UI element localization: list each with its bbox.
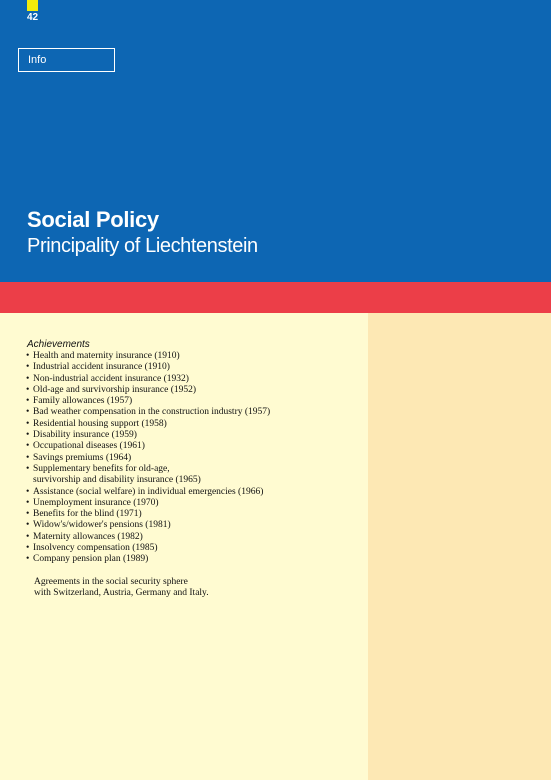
side-column	[368, 313, 551, 780]
list-item-text: Disability insurance (1959)	[33, 430, 137, 441]
section-tag: Info	[18, 48, 115, 72]
page-marker	[27, 0, 38, 11]
list-item-text: Assistance (social welfare) in individual emergencies (1966)	[33, 486, 264, 497]
list-item	[27, 362, 362, 373]
page-subtitle: Principality of Liechtenstein	[27, 235, 258, 257]
list-item	[27, 464, 362, 487]
list-item-text-continued: survivorship and disability insurance (1965)	[33, 475, 201, 486]
list-item	[27, 385, 362, 396]
list-item-text: Unemployment insurance (1970)	[33, 497, 159, 508]
list-item-text: Insolvency compensation (1985)	[33, 543, 158, 554]
list-item	[27, 543, 362, 554]
list-item	[27, 554, 362, 565]
list-item-text: Residential housing support (1958)	[33, 418, 167, 429]
list-item	[27, 441, 362, 452]
red-band	[0, 282, 551, 313]
list-item-text: Widow's/widower's pensions (1981)	[33, 520, 171, 531]
list-item-text: Non-industrial accident insurance (1932)	[33, 373, 189, 384]
list-item	[27, 351, 362, 362]
list-item-text: Bad weather compensation in the construction industry (1957)	[33, 407, 271, 418]
list-item-text: Health and maternity insurance (1910)	[33, 351, 180, 361]
list-item-text: Industrial accident insurance (1910)	[33, 362, 170, 373]
list-item	[27, 487, 362, 498]
agreements-line: Agreements in the social security sphere	[34, 576, 188, 587]
page-title: Social Policy	[27, 207, 159, 232]
list-item	[27, 396, 362, 407]
achievements-heading: Achievements	[27, 339, 90, 350]
list-item	[27, 453, 362, 464]
agreements-line: with Switzerland, Austria, Germany and Italy.	[34, 587, 209, 598]
list-item	[27, 532, 362, 543]
page-number: 42	[27, 12, 39, 23]
list-item	[27, 520, 362, 531]
achievements-list	[27, 351, 362, 566]
list-item-text: Company pension plan (1989)	[33, 554, 149, 565]
content-area	[27, 339, 362, 599]
list-item-text: Family allowances (1957)	[33, 396, 133, 407]
list-item-text: Supplementary benefits for old-age,	[33, 463, 170, 474]
list-item	[27, 430, 362, 441]
list-item	[27, 509, 362, 520]
list-item-text: Occupational diseases (1961)	[33, 441, 145, 452]
list-item-text: Maternity allowances (1982)	[33, 531, 143, 542]
list-item-text: Benefits for the blind (1971)	[33, 509, 142, 520]
list-item	[27, 374, 362, 385]
list-item-text: Old-age and survivorship insurance (1952)	[33, 384, 197, 395]
agreements-note	[27, 577, 362, 600]
list-item	[27, 419, 362, 430]
list-item-text: Savings premiums (1964)	[33, 452, 132, 463]
list-item	[27, 498, 362, 509]
list-item	[27, 407, 362, 418]
